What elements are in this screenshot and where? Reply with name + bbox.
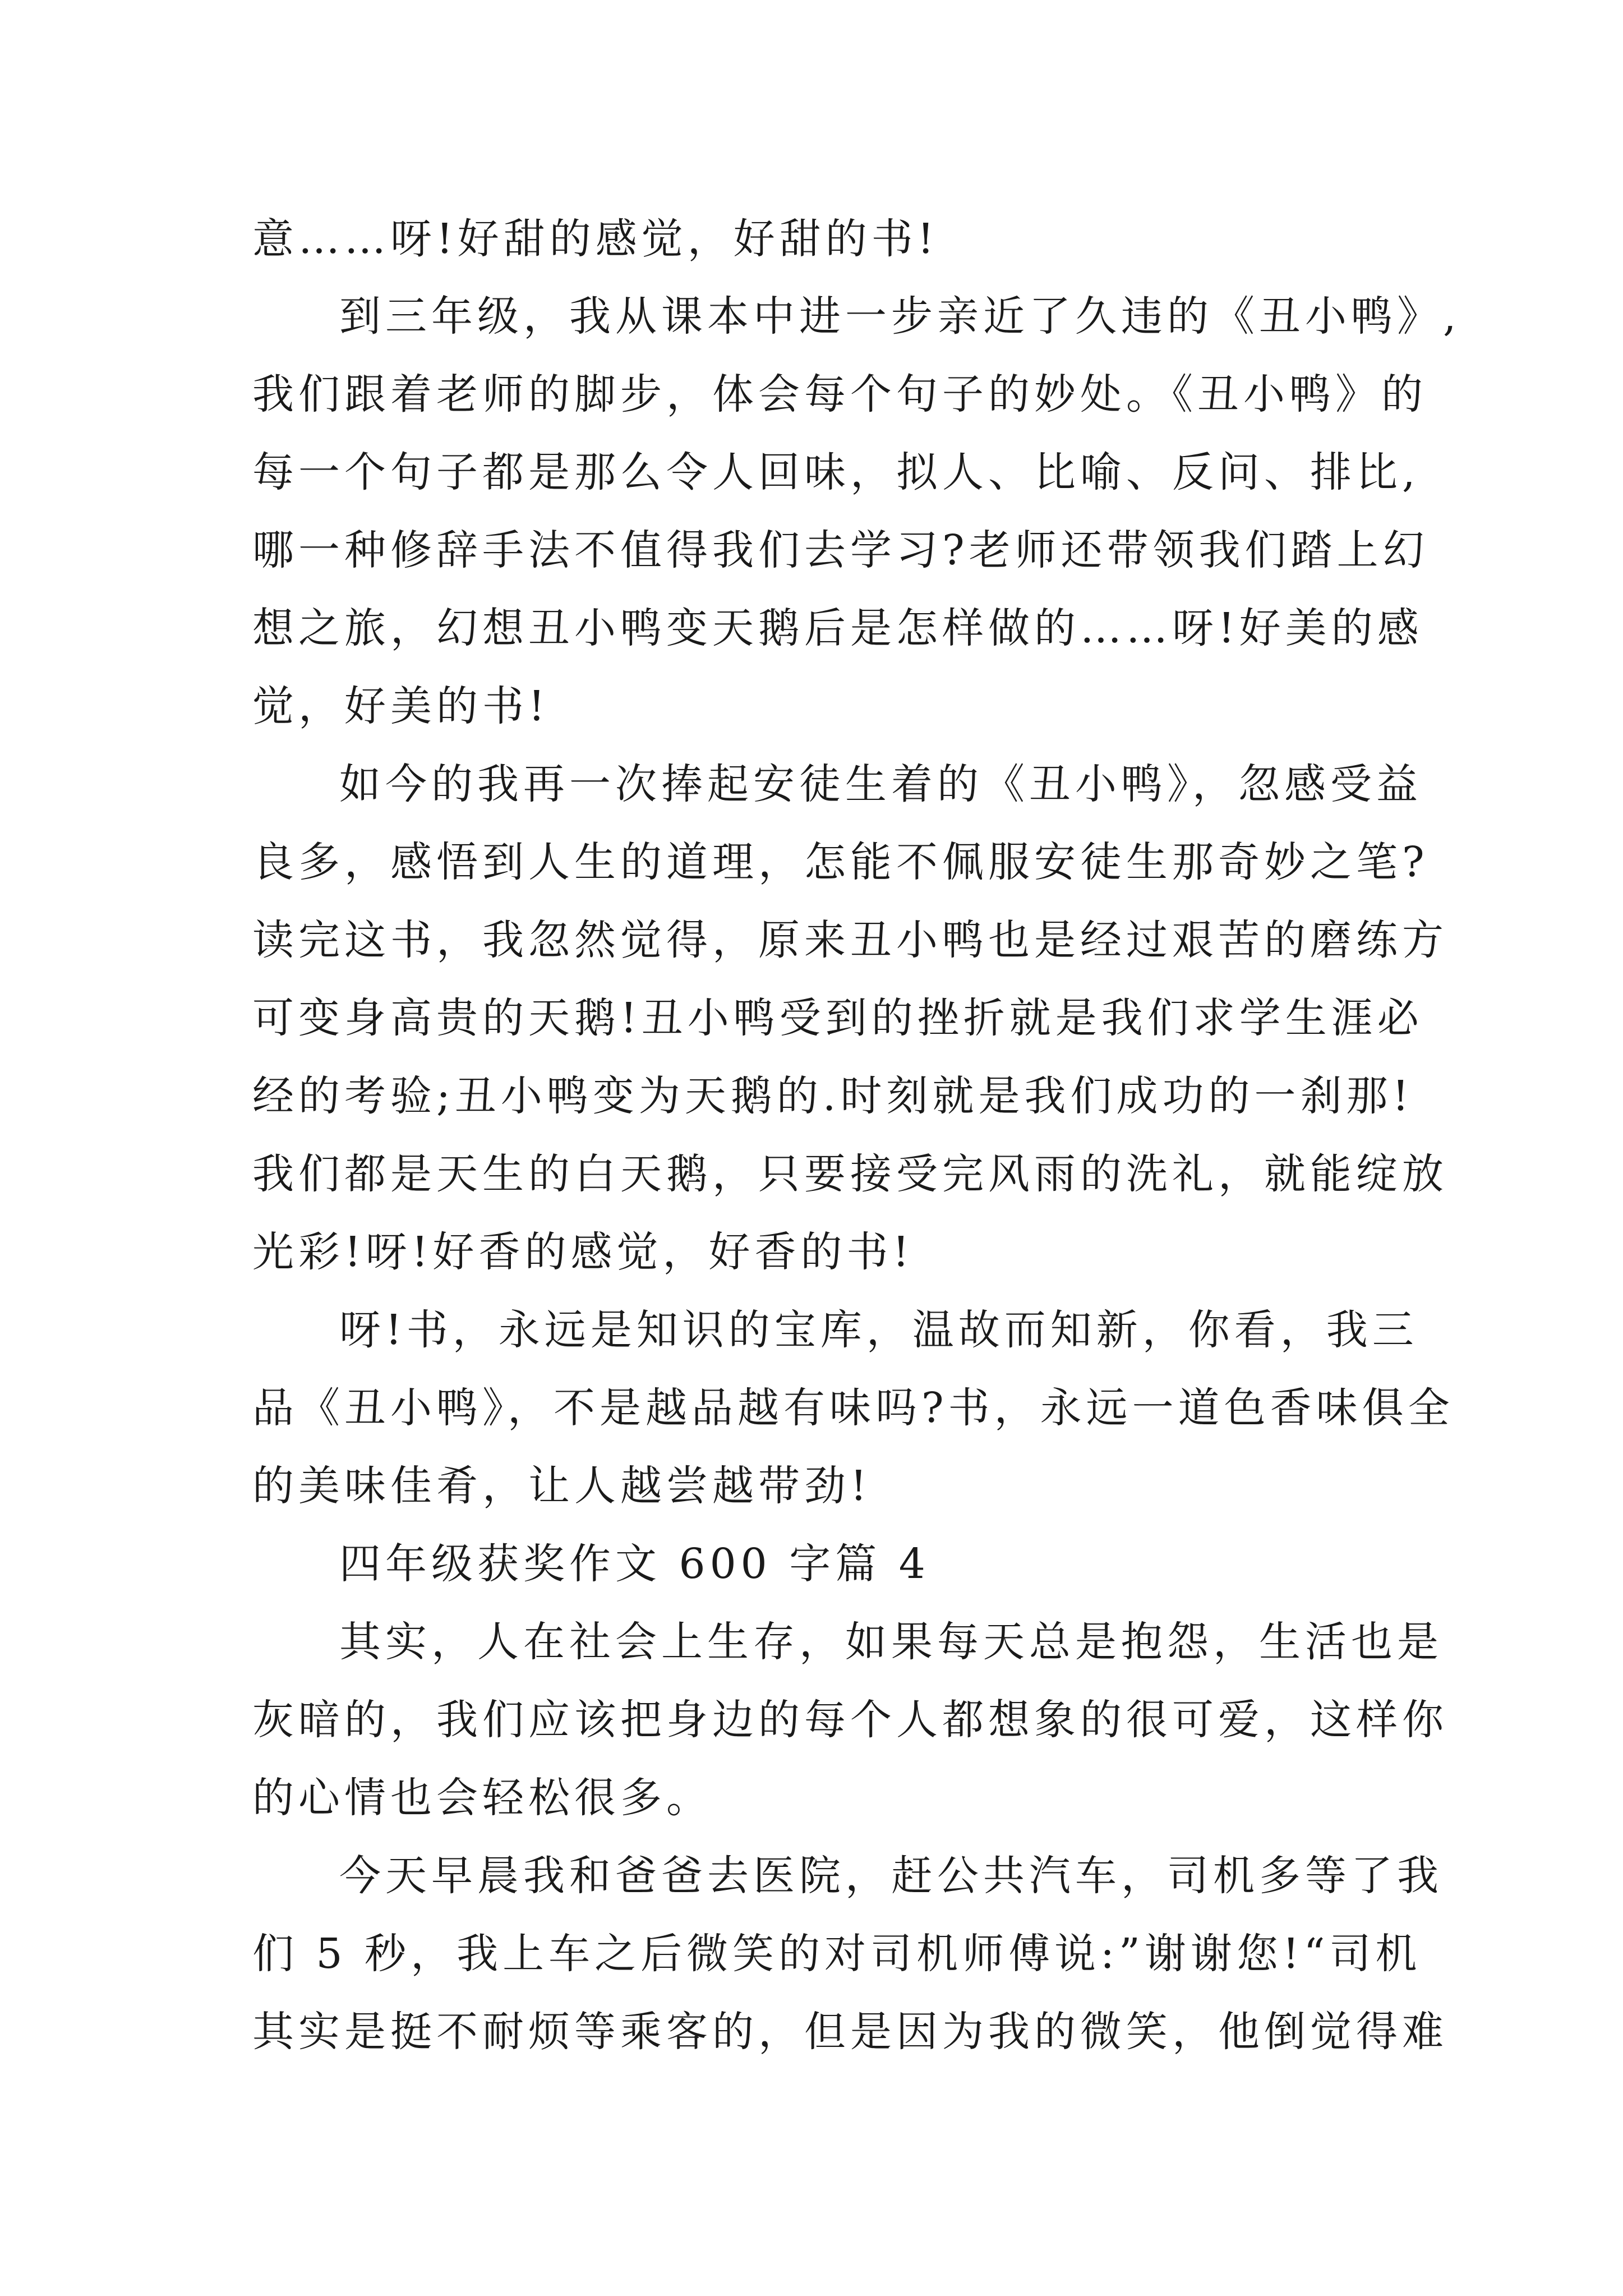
paragraph-start-line: 到三年级，我从课本中进一步亲近了久违的《丑小鸭》, bbox=[339, 292, 1461, 341]
section-heading: 四年级获奖作文 600 字篇 4 bbox=[339, 1540, 930, 1588]
text-line: 我们都是天生的白天鹅，只要接受完风雨的洗礼，就能绽放 bbox=[252, 1150, 1448, 1198]
text-line: 读完这书，我忽然觉得，原来丑小鸭也是经过艰苦的磨练方 bbox=[252, 916, 1448, 964]
text-line: 光彩!呀!好香的感觉，好香的书! bbox=[252, 1228, 914, 1276]
text-line: 的心情也会轻松很多。 bbox=[252, 1774, 712, 1822]
paragraph-start-line: 呀!书，永远是知识的宝库，温故而知新，你看，我三 bbox=[339, 1306, 1418, 1354]
paragraph-start-line: 其实，人在社会上生存，如果每天总是抱怨，生活也是 bbox=[339, 1618, 1443, 1666]
text-line: 我们跟着老师的脚步，体会每个句子的妙处。《丑小鸭》的 bbox=[252, 370, 1427, 418]
text-line: 灰暗的，我们应该把身边的每个人都想象的很可爱，这样你 bbox=[252, 1696, 1448, 1744]
paragraph-start-line: 如今的我再一次捧起安徒生着的《丑小鸭》，忽感受益 bbox=[339, 760, 1422, 808]
paragraph-start-line: 今天早晨我和爸爸去医院，赶公共汽车，司机多等了我 bbox=[339, 1852, 1443, 1900]
text-line: 哪一种修辞手法不值得我们去学习?老师还带领我们踏上幻 bbox=[252, 526, 1429, 574]
text-line: 意……呀!好甜的感觉，好甜的书! bbox=[252, 215, 939, 263]
text-line: 经的考验;丑小鸭变为天鹅的.时刻就是我们成功的一刹那! bbox=[252, 1072, 1414, 1120]
text-line: 每一个句子都是那么令人回味，拟人、比喻、反问、排比, bbox=[252, 448, 1420, 496]
text-line: 想之旅，幻想丑小鸭变天鹅后是怎样做的……呀!好美的感 bbox=[252, 604, 1423, 652]
text-line: 可变身高贵的天鹅!丑小鸭受到的挫折就是我们求学生涯必 bbox=[252, 994, 1423, 1042]
text-line: 觉，好美的书! bbox=[252, 682, 550, 730]
text-line: 品《丑小鸭》，不是越品越有味吗?书，永远一道色香味俱全 bbox=[252, 1384, 1454, 1432]
text-line: 们 5 秒，我上车之后微笑的对司机师傅说:”谢谢您!“司机 bbox=[252, 1930, 1422, 1978]
text-line: 良多，感悟到人生的道理，怎能不佩服安徒生那奇妙之笔? bbox=[252, 838, 1429, 886]
text-line: 其实是挺不耐烦等乘客的，但是因为我的微笑，他倒觉得难 bbox=[252, 2008, 1448, 2056]
text-line: 的美味佳肴，让人越尝越带劲! bbox=[252, 1462, 872, 1510]
